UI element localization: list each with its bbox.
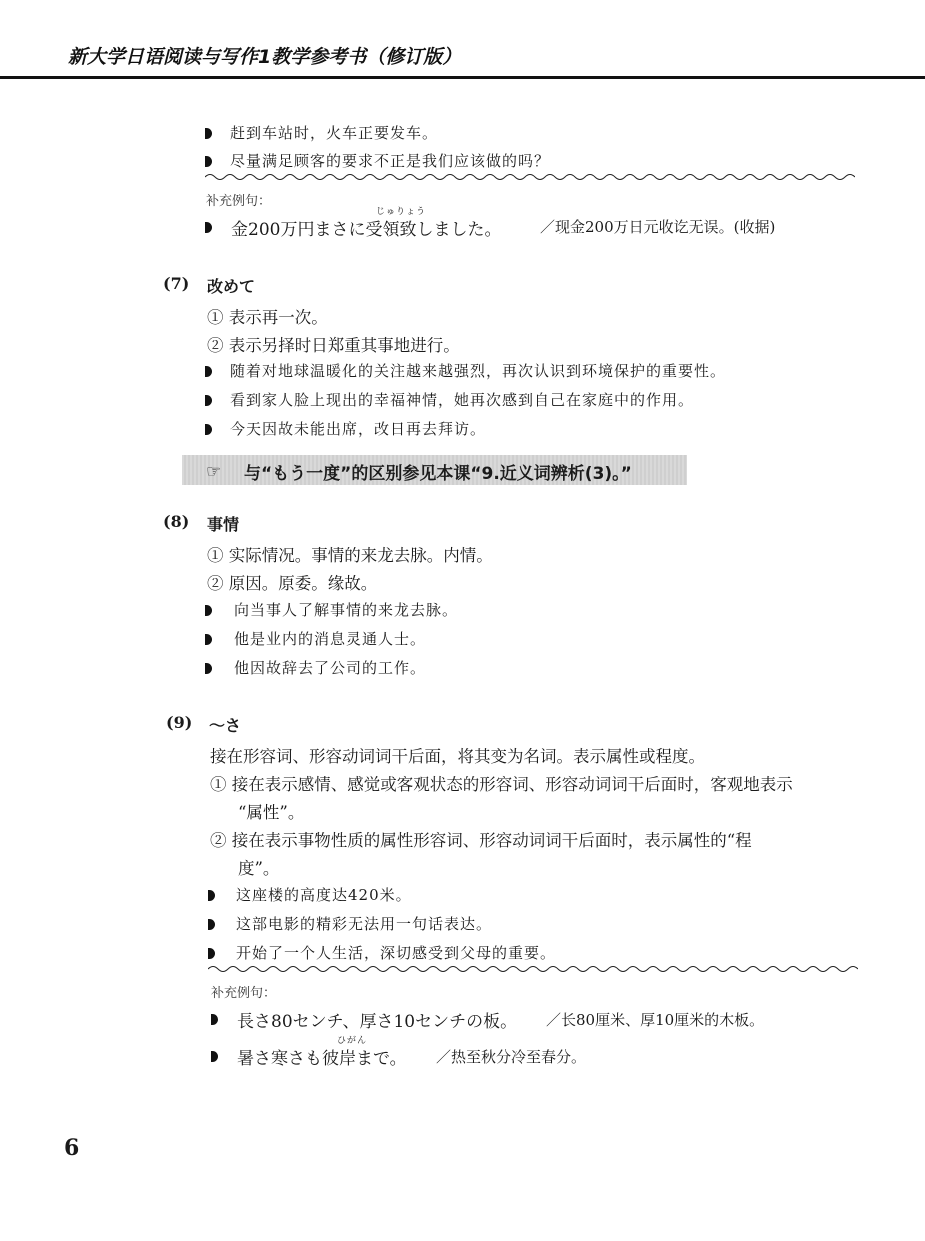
- bullet-icon: [211, 1014, 218, 1025]
- example-translation: ／热至秋分冷至春分。: [436, 1048, 587, 1066]
- section-title: 改めて: [207, 277, 256, 296]
- definition: ① 实际情况。事情的来龙去脉。内情。: [207, 546, 493, 565]
- definition: ② 原因。原委。缘故。: [207, 574, 378, 593]
- example-sentence: 随着对地球温暖化的关注越来越强烈，再次认识到环境保护的重要性。: [230, 362, 727, 380]
- example-sentence: 开始了一个人生活，深切感受到父母的重要。: [236, 944, 557, 962]
- example-sentence: 尽量满足顾客的要求不正是我们应该做的吗？: [230, 152, 551, 170]
- bullet-icon: [205, 222, 212, 233]
- bullet-icon: [205, 156, 212, 167]
- definition-continued: “属性”。: [238, 803, 305, 822]
- wavy-divider: [205, 172, 855, 182]
- section-number: (7): [163, 274, 190, 293]
- example-sentence: 向当事人了解事情的来龙去脉。: [234, 601, 459, 619]
- example-sentence: 这部电影的精彩无法用一句话表达。: [236, 915, 493, 933]
- bullet-icon: [208, 919, 215, 930]
- pointing-hand-icon: ☞: [206, 462, 222, 482]
- bullet-icon: [211, 1051, 218, 1062]
- example-sentence: 他因故辞去了公司的工作。: [234, 659, 427, 677]
- example-sentence: 赶到车站时，火车正要发车。: [230, 124, 439, 142]
- header-title: 新大学日语阅读与写作1教学参考书（修订版）: [68, 46, 462, 68]
- example-sentence: 这座楼的高度达420米。: [236, 886, 412, 904]
- example-sentence: 今天因故未能出席，改日再去拜访。: [230, 420, 487, 438]
- bullet-icon: [205, 366, 212, 377]
- definition: ② 表示另择时日郑重其事地进行。: [207, 336, 460, 355]
- cross-reference: 与“もう一度”的区别参见本课“9.近义词辨析(3)。”: [244, 464, 632, 484]
- bullet-icon: [205, 424, 212, 435]
- supplement-label: 补充例句：: [206, 194, 272, 209]
- japanese-example: 長さ80センチ、厚さ10センチの板。: [237, 1012, 518, 1032]
- running-header: [0, 0, 925, 78]
- section-intro: 接在形容词、形容动词词干后面，将其变为名词。表示属性或程度。: [210, 747, 705, 766]
- bullet-icon: [205, 663, 212, 674]
- japanese-example: 暑さ寒さも彼岸まで。: [237, 1049, 407, 1069]
- example-translation: ／长80厘米、厚10厘米的木板。: [546, 1011, 765, 1029]
- section-number: (9): [166, 713, 193, 732]
- bullet-icon: [208, 890, 215, 901]
- furigana: じゅりょう: [376, 207, 427, 217]
- definition: ① 表示再一次。: [207, 308, 328, 327]
- bullet-icon: [205, 634, 212, 645]
- example-translation: ／现金200万日元收讫无误。(收据): [540, 218, 776, 236]
- japanese-example: 金200万円まさに受領致しました。: [231, 220, 502, 240]
- bullet-icon: [205, 605, 212, 616]
- bullet-icon: [208, 948, 215, 959]
- definition-continued: 度”。: [238, 859, 280, 878]
- header-rule: [0, 76, 925, 79]
- definition: ① 接在表示感情、感觉或客观状态的形容词、形容动词词干后面时，客观地表示: [210, 775, 793, 794]
- wavy-divider: [208, 964, 858, 974]
- furigana: ひがん: [337, 1036, 368, 1046]
- bullet-icon: [205, 395, 212, 406]
- bullet-icon: [205, 128, 212, 139]
- section-title: 事情: [207, 515, 240, 534]
- section-title: ～さ: [209, 716, 242, 735]
- example-sentence: 看到家人脸上现出的幸福神情，她再次感到自己在家庭中的作用。: [230, 391, 695, 409]
- supplement-label: 补充例句：: [211, 986, 277, 1001]
- page-number: 6: [64, 1135, 80, 1161]
- definition: ② 接在表示事物性质的属性形容词、形容动词词干后面时，表示属性的“程: [210, 831, 752, 850]
- example-sentence: 他是业内的消息灵通人士。: [234, 630, 427, 648]
- section-number: (8): [163, 512, 190, 531]
